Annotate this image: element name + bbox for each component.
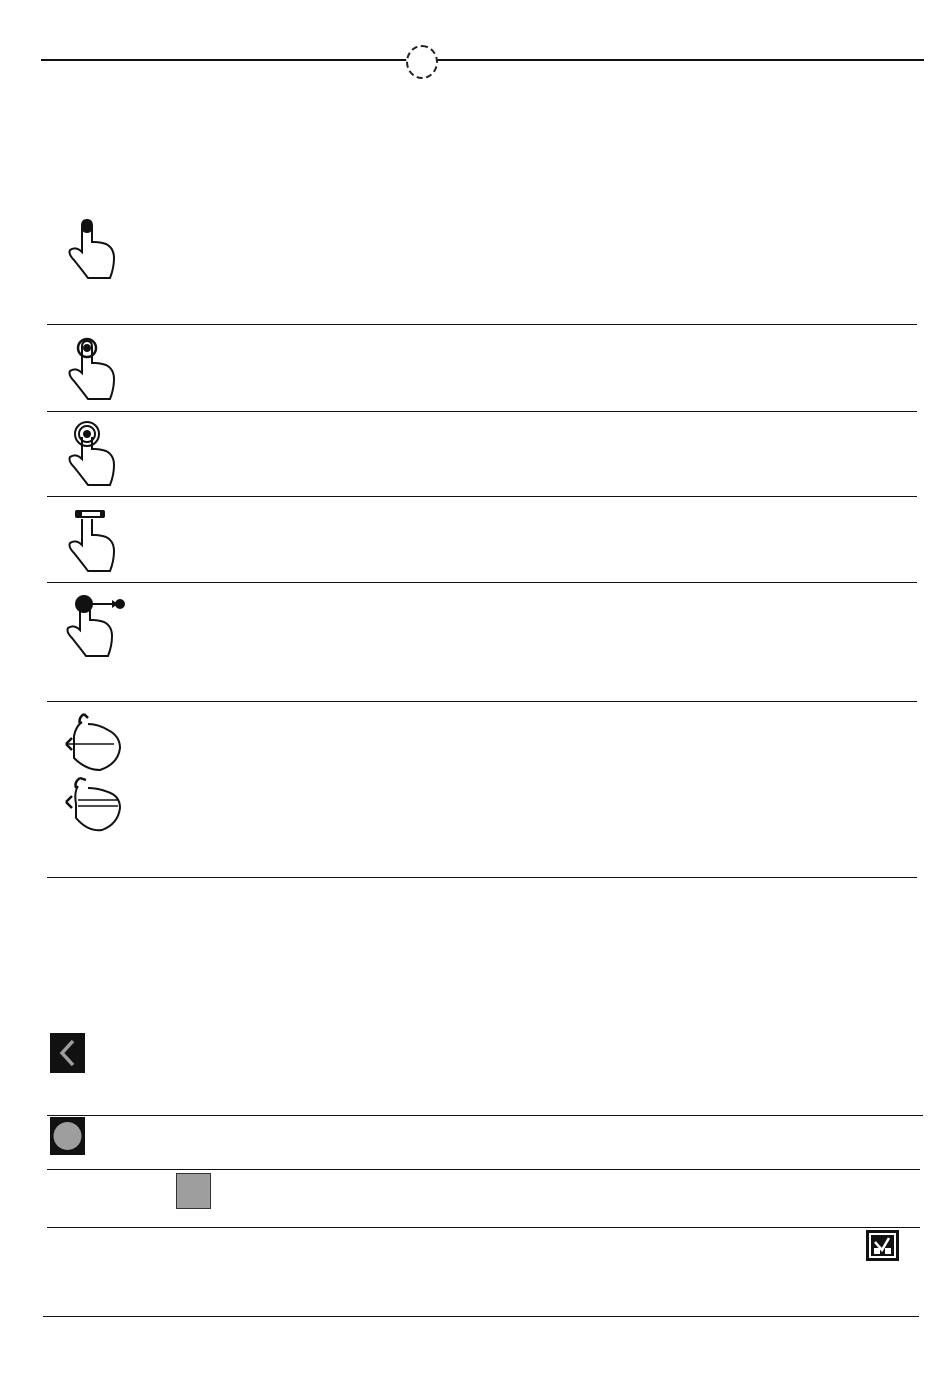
table-row-divider [47,1227,920,1228]
table-row-divider [47,701,917,702]
drag-gesture-icon [58,505,122,575]
swipe-gesture-icon [58,590,132,660]
screenshot-icon [866,1230,899,1261]
circle-mark-icon [406,45,438,79]
recent-apps-button-icon [176,1173,211,1209]
table-row-divider [47,324,917,325]
table-row-divider [47,411,917,412]
table-bottom-rule [43,1316,919,1317]
double-tap-gesture-icon [58,419,122,489]
header-rule [41,59,924,61]
table-row-divider [47,582,917,583]
tap-gesture-icon [58,212,122,284]
table-row-divider [47,496,917,497]
touch-and-hold-gesture-icon [58,333,122,403]
table-row-divider [47,1169,920,1170]
pinch-gesture-icon [58,708,128,838]
back-button-icon [50,1033,85,1073]
table-row-divider [47,877,917,878]
table-row-divider [47,1115,923,1116]
home-button-icon [50,1117,85,1155]
